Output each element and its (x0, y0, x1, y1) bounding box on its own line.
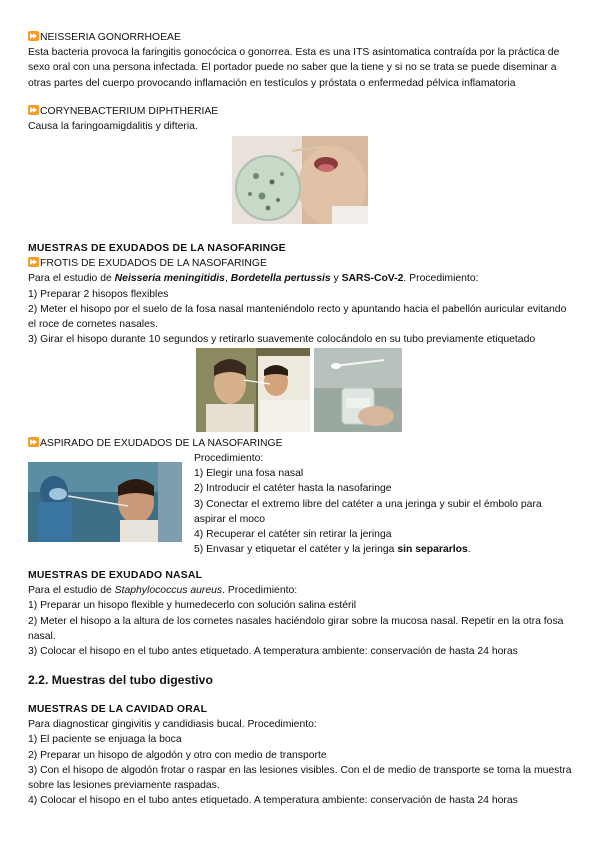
neisseria-title: NEISSERIA GONORRHOEAE (28, 30, 576, 45)
coryne-title: CORYNEBACTERIUM DIPHTHERIAE (28, 104, 576, 119)
coryne-section (28, 104, 576, 134)
nasal-step: 3) Colocar el hisopo en el tubo antes etiquetado. A temperatura ambiente: conservación de hasta 24 horas (28, 646, 518, 658)
nasal-section (28, 568, 576, 659)
bucal-step: 2) Preparar un hisopo de algodón y otro con medio de transporte (28, 749, 327, 761)
neisseria-body: Esta bacteria provoca la faringitis gonocócica o gonorrea. Esta es una ITS asintomatica contraída por la práctica de sexo oral con una persona infectada. El portador puede no saber que la tiene y si no se trata se puede diseminar a otras partes del cuerpo provocando inflamación en testículos y próstata o enfermedad pélvica inflamatoria (28, 47, 560, 89)
nasofaringe-heading: MUESTRAS DE EXUDADOS DE LA NASOFARINGE (28, 243, 286, 254)
aspirado-step: 5) Envasar y etiquetar el catéter y la jeringa sin separarlos. (194, 544, 471, 556)
frotis-intro: Para el estudio de Neisseria meningitidis, Bordetella pertussis y SARS-CoV-2. Procedimiento: (28, 273, 479, 285)
bucal-step: 3) Con el hisopo de algodón frotar o raspar en las lesiones visibles. Con el de medio de transporte se toma la muestra sobre las lesiones previamente raspadas. (28, 764, 572, 792)
nasal-swab-photo (196, 348, 310, 432)
frotis-title: FROTIS DE EXUDADOS DE LA NASOFARINGE (28, 256, 576, 271)
fast-forward-icon (28, 105, 39, 115)
neisseria-section (28, 30, 576, 91)
aspirado-intro: Procedimiento: (194, 453, 264, 464)
bucal-step: 4) Colocar el hisopo en el tubo antes etiquetado. A temperatura ambiente: conservación de hasta 24 horas (28, 795, 518, 807)
bucal-heading: MUESTRAS DE LA CAVIDAD ORAL (28, 704, 208, 715)
frotis-step: 1) Preparar 2 hisopos flexibles (28, 288, 169, 300)
aspirado-step: 4) Recuperar el catéter sin retirar la jeringa (194, 529, 392, 541)
coryne-body: Causa la faringoamigdalitis y difteria. (28, 121, 198, 133)
nasal-intro: Para el estudio de Staphylococcus aureus. Procedimiento: (28, 585, 298, 597)
bucal-step: 1) El paciente se enjuaga la boca (28, 734, 182, 746)
nasal-step: 2) Meter el hisopo a la altura de los cornetes nasales haciéndolo girar sobre la mucosa nasal. Repetir en la otra fosa nasal. (28, 615, 564, 642)
bucal-section (28, 702, 576, 808)
aspirado-step: 3) Conectar el extremo libre del catéter a una jeringa y subir el émbolo para aspirar el moco (194, 498, 542, 525)
nasal-heading: MUESTRAS DE EXUDADO NASAL (28, 570, 203, 581)
fast-forward-icon (28, 437, 39, 447)
nasal-step: 1) Preparar un hisopo flexible y humedecerlo con solución salina estéril (28, 600, 357, 612)
aspirado-step: 2) Introducir el catéter hasta la nasofaringe (194, 483, 392, 495)
aspirado-title: ASPIRADO DE EXUDADOS DE LA NASOFARINGE (28, 436, 576, 451)
section-title: 2.2. Muestras del tubo digestivo (28, 673, 213, 687)
swab-tube-photo (314, 348, 402, 432)
nasofaringe-section (28, 241, 576, 347)
frotis-step: 2) Meter el hisopo por el suelo de la fosa nasal manteniéndolo recto y apuntando hacia el pabellón auricular evitando el roce de cornetes nasales. (28, 303, 567, 331)
aspirado-step: 1) Elegir una fosa nasal (194, 468, 304, 480)
digestivo-section (28, 673, 576, 688)
bucal-intro: Para diagnosticar gingivitis y candidiasis bucal. Procedimiento: (28, 719, 317, 731)
frotis-step: 3) Girar el hisopo durante 10 segundos y retirarlo suavemente colocándolo en su tubo previamente etiquetado (28, 334, 536, 346)
throat-culture-image (232, 136, 368, 224)
aspirado-title-row (28, 436, 576, 451)
throat-culture-photo (232, 136, 368, 224)
fast-forward-icon (28, 31, 39, 41)
fast-forward-icon (28, 257, 39, 267)
aspirado-procedure (194, 451, 576, 557)
aspiration-photo (28, 462, 182, 542)
